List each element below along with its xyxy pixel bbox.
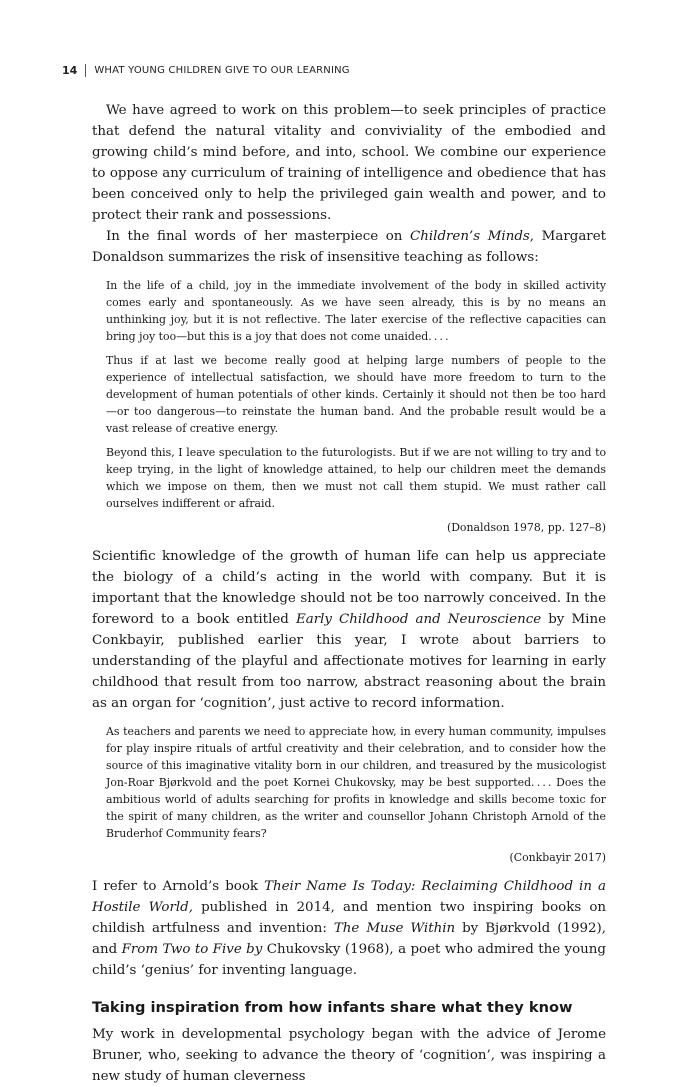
section-heading: Taking inspiration from how infants share what they know: [92, 999, 573, 1016]
quote-paragraph: In the life of a child, joy in the immediate involvement of the body in skilled activity comes early and spontaneously. As we have seen already, this is by no means an unthinking joy, but it is not reflective. The later exercise of the reflective capacities can bring joy too—but this is a joy that does not come unaided. . . .: [106, 279, 606, 343]
block-quote-conkbayir: [106, 723, 606, 866]
book-title-muse-within: The Muse Within: [333, 921, 456, 936]
book-title-their-name: Their Name Is Today: Reclaiming Childhood in a Hostile World,: [92, 879, 606, 915]
quote-paragraph: Beyond this, I leave speculation to the futurologists. But if we are not willing to try and to keep trying, in the light of knowledge attained, to help our children meet the demands which we impose on them, then we must not call them stupid. We must rather call ourselves indifferent or afraid.: [106, 446, 606, 510]
quote-paragraph: As teachers and parents we need to appreciate how, in every human community, impulses for play inspire rituals of artful creativity and their celebration, and to consider how the source of this imaginative vitality born in our children, and treasured by the musicologist Jon-Roar Bjørkvold and the poet Kornei Chukovsky, may be best supported. . . . Does the ambitious world of adults searching for profits in knowledge and skills become toxic for the spirit of many children, as the writer and counsellor Johann Christoph Arnold of the Bruderhof Community fears?: [106, 725, 606, 840]
paragraph-4: I refer to Arnold’s book Their Name Is Today: Reclaiming Childhood in a Hostile World, published in 2014, and mention two inspiring books on childish artfulness and invention: The Muse Within by Bjørkvold (1992), and From Two to Five by Chukovsky (1968), a poet who admired the young child’s ‘genius’ for inventing language.: [92, 879, 607, 978]
book-title-childrens-minds: Children’s Minds: [410, 229, 530, 244]
running-head: [62, 64, 350, 77]
paragraph-5: My work in developmental psychology began with the advice of Jerome Bruner, who, seeking to advance the theory of ‘cognition’, was inspiring a new study of human cleverness: [92, 1027, 606, 1084]
block-quote-donaldson: [106, 277, 606, 536]
running-title: WHAT YOUNG CHILDREN GIVE TO OUR LEARNING: [94, 65, 350, 76]
quote-citation: (Donaldson 1978, pp. 127–8): [446, 521, 606, 534]
quote-paragraph: Thus if at last we become really good at helping large numbers of people to the experience of intellectual satisfaction, we should have more freedom to turn to the development of human potentials of other kinds. Certainly it should not then be too hard—or too dangerous—to reinstate the human band. And the probable result would be a vast release of creative energy.: [106, 354, 606, 435]
page-number: 14: [62, 64, 78, 77]
paragraph-2: In the final words of her masterpiece on Children’s Minds, Margaret Donaldson summarizes the risk of insensitive teaching as follows:: [92, 229, 607, 265]
book-title-early-childhood: Early Childhood and Neuroscience: [295, 612, 542, 627]
paragraph-3: Scientific knowledge of the growth of human life can help us appreciate the biology of a child’s acting in the world with company. But it is important that the knowledge should not be too narrowly conceived. In the foreword to a book entitled Early Childhood and Neuroscience by Mine Conkbayir, published earlier this year, I wrote about barriers to understanding of the playful and affectionate motives for learning in early childhood that result from too narrow, abstract reasoning about the brain as an organ for ‘cognition’, just active to record information.: [92, 549, 607, 711]
book-title-two-to-five: From Two to Five by: [121, 942, 263, 957]
main-text: [92, 100, 606, 1087]
header-divider: [85, 64, 86, 77]
quote-citation: (Conkbayir 2017): [509, 851, 606, 864]
paragraph-1: We have agreed to work on this problem—to seek principles of practice that defend the natural vitality and conviviality of the embodied and growing child’s mind before, and into, school. We combine our experience to oppose any curriculum of training of intelligence and obedience that has been conceived only to help the privileged gain wealth and power, and to protect their rank and possessions.: [92, 103, 606, 223]
